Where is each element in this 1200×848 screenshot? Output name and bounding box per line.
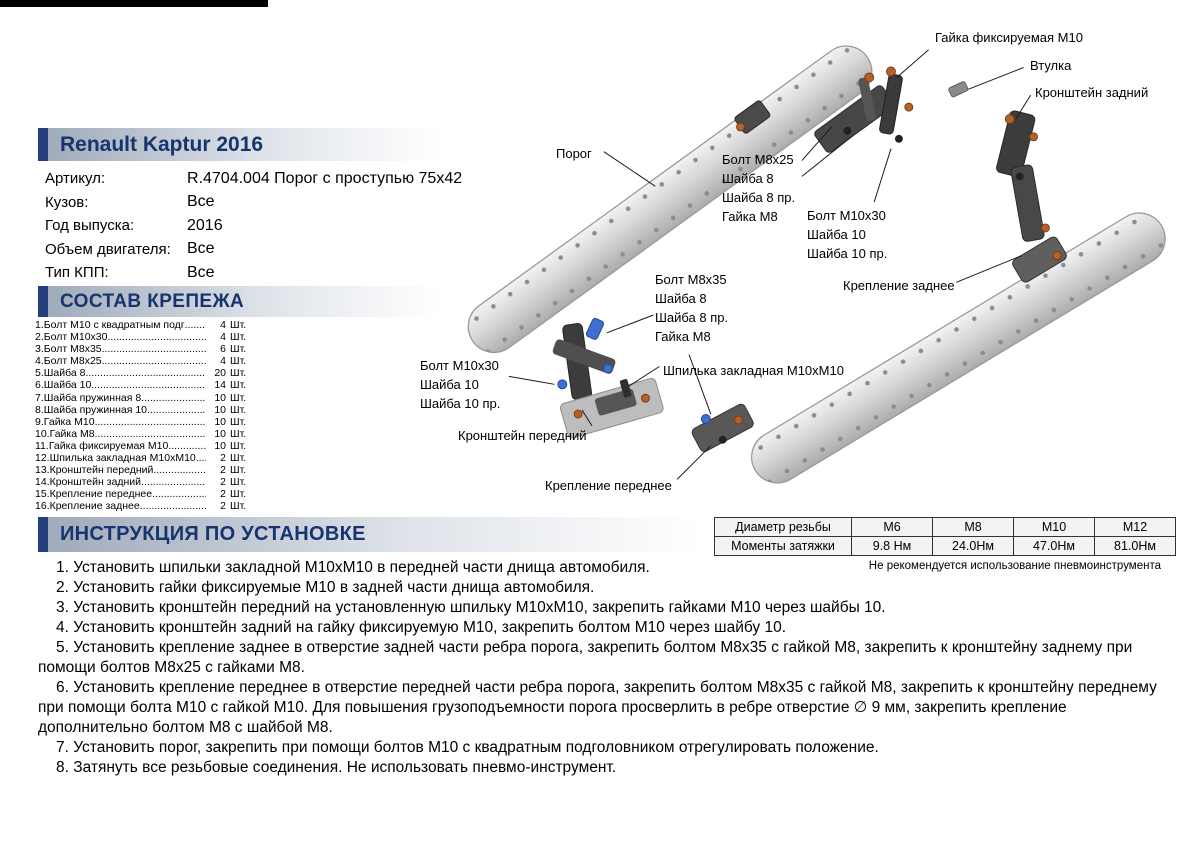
torque-row [715,537,1176,556]
fastener-unit: Шт. [230,379,247,392]
fastener-unit: Шт. [230,343,247,356]
front-bracket-assembly [552,317,665,438]
fastener-name: 9.Гайка М10 [35,415,95,428]
callout-text: Шайба 10 [807,227,866,242]
callout-text: Шайба 8 пр. [722,190,796,205]
fastener-unit: Шт. [230,464,247,477]
fastener-unit: Шт. [230,355,247,368]
bolt-head [905,103,913,111]
torque-cell: М8 [933,518,1014,537]
instructions-heading: ИНСТРУКЦИЯ ПО УСТАНОВКЕ [60,523,366,545]
product-title: Renault Kaptur 2016 [60,132,264,156]
fastener-name: 10.Гайка М8 [35,427,95,440]
spec-value: R.4704.004 Порог с проступью 75х42 [187,169,463,187]
dot-leader [102,355,206,367]
spec-label: Объем двигателя: [45,240,171,258]
torque-table [714,517,1176,556]
fastener-unit: Шт. [230,427,247,440]
fastener-name: 3.Болт М8х35 [35,343,102,356]
dot-leader [153,464,206,476]
fastener-unit: Шт. [230,476,247,489]
installation-diagram [400,20,1180,515]
callout-bolt-m8x25-group [722,150,795,226]
callout-text: Втулка [1030,58,1072,73]
dot-leader [107,331,206,343]
fastener-item [35,319,254,331]
blue-bolt [701,415,710,424]
fastener-name: 5.Шайба 8 [35,367,86,380]
leader-line [677,446,711,480]
nut [1016,172,1024,180]
callout-text: Крепление заднее [843,278,955,293]
blue-bolt [585,317,604,340]
fastener-qty: 10 [214,391,226,404]
callout-step [556,144,592,163]
callout-rear-bracket [1035,83,1148,102]
callout-text: Шайба 10 пр. [807,246,888,261]
dot-leader [95,416,206,428]
instructions-heading-band [38,517,698,552]
callout-text: Болт М10х30 [420,358,499,373]
callout-text: Порог [556,146,592,161]
callout-text: Болт М8х25 [722,152,794,167]
torque-cell: М10 [1014,518,1095,537]
bushing-part [948,81,968,98]
callout-front-bracket [458,426,586,445]
callout-bushing [1030,56,1071,75]
dot-leader [85,367,206,379]
instruction-step: 1. Установить шпильки закладной М10хМ10 в передней части днища автомобиля. [56,559,650,576]
callout-text: Болт М8х35 [655,272,727,287]
fastener-unit: Шт. [230,319,247,331]
instruction-step: 6. Установить крепление переднее в отверстие передней части ребра порога, закрепить болтом М8х35 с гайкой М8, закрепить к кронштейну переднему при помощи болта М10 с гайкой М10. Для повышения грузоподъемности порога просверлить в ребре отверстие ∅ 9 мм, закрепить крепление дополнительно болтом М8 с шайбой М8. [38,679,1157,736]
top-black-strip [0,0,268,7]
fastener-unit: Шт. [230,367,247,380]
torque-row [715,518,1176,537]
fastener-qty: 6 [220,343,226,356]
bolt-head [574,410,582,418]
spec-label: Год выпуска: [45,217,135,235]
callout-text: Шпилька закладная М10хМ10 [663,363,844,378]
fastener-qty: 4 [220,319,226,331]
pneumatic-tool-note: Не рекомендуется использование пневмоинструмента [868,560,1161,572]
callout-text: Гайка М8 [722,209,778,224]
fastener-name: 13.Кронштейн передний [35,464,154,477]
callout-text: Болт М10х30 [807,208,886,223]
nut [895,135,903,143]
dot-leader [152,488,206,500]
callout-text: Крепление переднее [545,478,672,493]
dot-leader [168,440,206,452]
torque-cell: М12 [1095,518,1176,537]
fastener-item [35,500,254,512]
dot-leader [140,500,206,512]
spec-label: Кузов: [45,193,89,211]
fastener-item [35,392,254,404]
fastener-item [35,464,254,476]
front-attachment-clamp [690,403,755,454]
fastener-qty: 10 [214,439,226,452]
torque-cell: 47.0Нм [1014,537,1095,556]
instruction-step: 8. Затянуть все резьбовые соединения. Не использовать пневмо-инструмент. [56,759,617,776]
callout-text: Шайба 10 пр. [420,396,501,411]
instruction-step: 2. Установить гайки фиксируемые М10 в задней части днища автомобиля. [56,579,595,596]
spec-label: Артикул: [45,170,106,188]
callout-fixing-nut-m10 [935,28,1083,47]
fastener-qty: 10 [214,415,226,428]
fastener-qty: 10 [214,403,226,416]
fastener-qty: 10 [214,427,226,440]
dot-leader [141,392,206,404]
dot-leader [91,379,206,391]
leader-line [607,315,654,333]
leader-line [509,376,555,384]
dot-leader [95,428,206,440]
torque-cell: 81.0Нм [1095,537,1176,556]
torque-cell: М6 [852,518,933,537]
fastener-item [35,488,254,500]
fastener-qty: 2 [220,476,226,489]
fastener-qty: 2 [220,452,226,465]
torque-cell: 24.0Нм [933,537,1014,556]
front-clamp-assembly [690,403,755,454]
fastener-name: 8.Шайба пружинная 10 [35,403,147,416]
fastener-unit: Шт. [230,488,247,501]
bolt-head [1053,252,1061,260]
fastener-qty: 2 [220,488,226,501]
callout-text: Шайба 8 пр. [655,310,729,325]
fastener-unit: Шт. [230,439,247,452]
fastener-name: 4.Болт М8х25 [35,355,102,368]
fixing-nut [887,67,896,76]
product-header-band [38,128,440,161]
nut [843,127,851,135]
fasteners-heading: СОСТАВ КРЕПЕЖА [60,290,245,312]
instruction-steps [38,558,1164,778]
fastener-unit: Шт. [230,391,247,404]
callout-text: Гайка фиксируемая М10 [935,30,1083,45]
bolt-head [735,416,743,424]
dot-leader [141,476,206,488]
leader-line [956,256,1021,283]
callout-text: Гайка М8 [655,329,711,344]
fastener-item [35,367,254,379]
fastener-qty: 2 [220,500,226,513]
fastener-name: 6.Шайба 10 [35,379,92,392]
spec-value: Все [187,263,215,281]
callout-bolt-m10x30-left-group [420,356,500,413]
fastener-item [35,452,254,464]
bolt-head [865,73,874,82]
callout-text: Кронштейн передний [458,428,587,443]
fastener-unit: Шт. [230,331,247,344]
spec-value: 2016 [187,216,223,234]
fastener-item [35,343,254,355]
dot-leader [102,343,206,355]
bolt-head [642,394,650,402]
fastener-unit: Шт. [230,415,247,428]
fastener-item [35,379,254,391]
fastener-item [35,428,254,440]
callout-text: Шайба 8 [722,171,774,186]
fastener-name: 7.Шайба пружинная 8 [35,391,142,404]
leader-line [604,152,655,187]
fastener-item [35,355,254,367]
callout-text: Шайба 8 [655,291,707,306]
callout-text: Кронштейн задний [1035,85,1149,100]
callout-bolt-m8x35-group [655,270,728,346]
fastener-name: 14.Кронштейн задний [35,476,142,489]
fastener-unit: Шт. [230,452,247,465]
torque-cell: 9.8 Нм [852,537,933,556]
fastener-qty: 4 [220,355,226,368]
instruction-step: 4. Установить кронштейн задний на гайку фиксируемую М10, закрепить болтом М10 через шайбу 10. [56,619,787,636]
callout-bolt-m10x30-right-group [807,206,887,263]
fastener-item [35,416,254,428]
callout-front-attachment [545,476,672,495]
fastener-unit: Шт. [230,500,247,513]
blue-bolt [558,380,567,389]
instruction-step: 5. Установить крепление заднее в отверстие задней части ребра порога, закрепить болтом М8х35 с гайкой М8, закрепить к кронштейну заднему при помощи болтов М8х25 с гайками М8. [38,639,1133,676]
leader-line [874,149,891,202]
fastener-name: 1.Болт М10 с квадратным подг [35,319,185,331]
fastener-name: 11.Гайка фиксируемая М10 [35,439,169,452]
fastener-item [35,404,254,416]
fastener-unit: Шт. [230,403,247,416]
nut [719,436,727,444]
torque-cell: Диаметр резьбы [715,518,852,537]
spec-value: Все [187,193,215,211]
blue-bolt [603,364,612,373]
dot-leader [147,404,206,416]
bolt-head [737,123,745,131]
fastener-name: 12.Шпилька закладная М10хМ10 [35,452,196,465]
spec-value: Все [187,240,215,258]
dot-leader [185,319,206,331]
fastener-item [35,440,254,452]
fasteners-heading-band [38,286,440,317]
fastener-qty: 20 [214,367,226,380]
fastener-qty: 4 [220,331,226,344]
fastener-item [35,476,254,488]
rear-mount-assembly [996,110,1069,284]
fastener-qty: 2 [220,464,226,477]
fastener-name: 2.Болт М10х30 [35,331,108,344]
bolt-head [1005,115,1014,124]
leader-line [968,68,1023,90]
fastener-name: 15.Крепление переднее [35,488,153,501]
leader-line [897,50,929,78]
fastener-list [35,319,254,513]
bolt-head [1041,224,1049,232]
bolt-head [1030,133,1038,141]
instruction-step: 7. Установить порог, закрепить при помощи болтов М10 с квадратным подголовником отрегулировать положение. [56,739,879,756]
fastener-name: 16.Крепление заднее [35,500,140,513]
callout-rear-attachment [843,276,955,295]
dot-leader [196,452,206,464]
instruction-step: 3. Установить кронштейн передний на установленную шпильку М10хМ10, закрепить гайками М10 через шайбы 10. [56,599,886,616]
fastener-item [35,331,254,343]
fastener-qty: 14 [214,379,226,392]
callout-text: Шайба 10 [420,377,479,392]
spec-label: Тип КПП: [45,264,109,282]
torque-cell: Моменты затяжки [715,537,852,556]
callout-stud-m10xm10 [663,361,844,380]
